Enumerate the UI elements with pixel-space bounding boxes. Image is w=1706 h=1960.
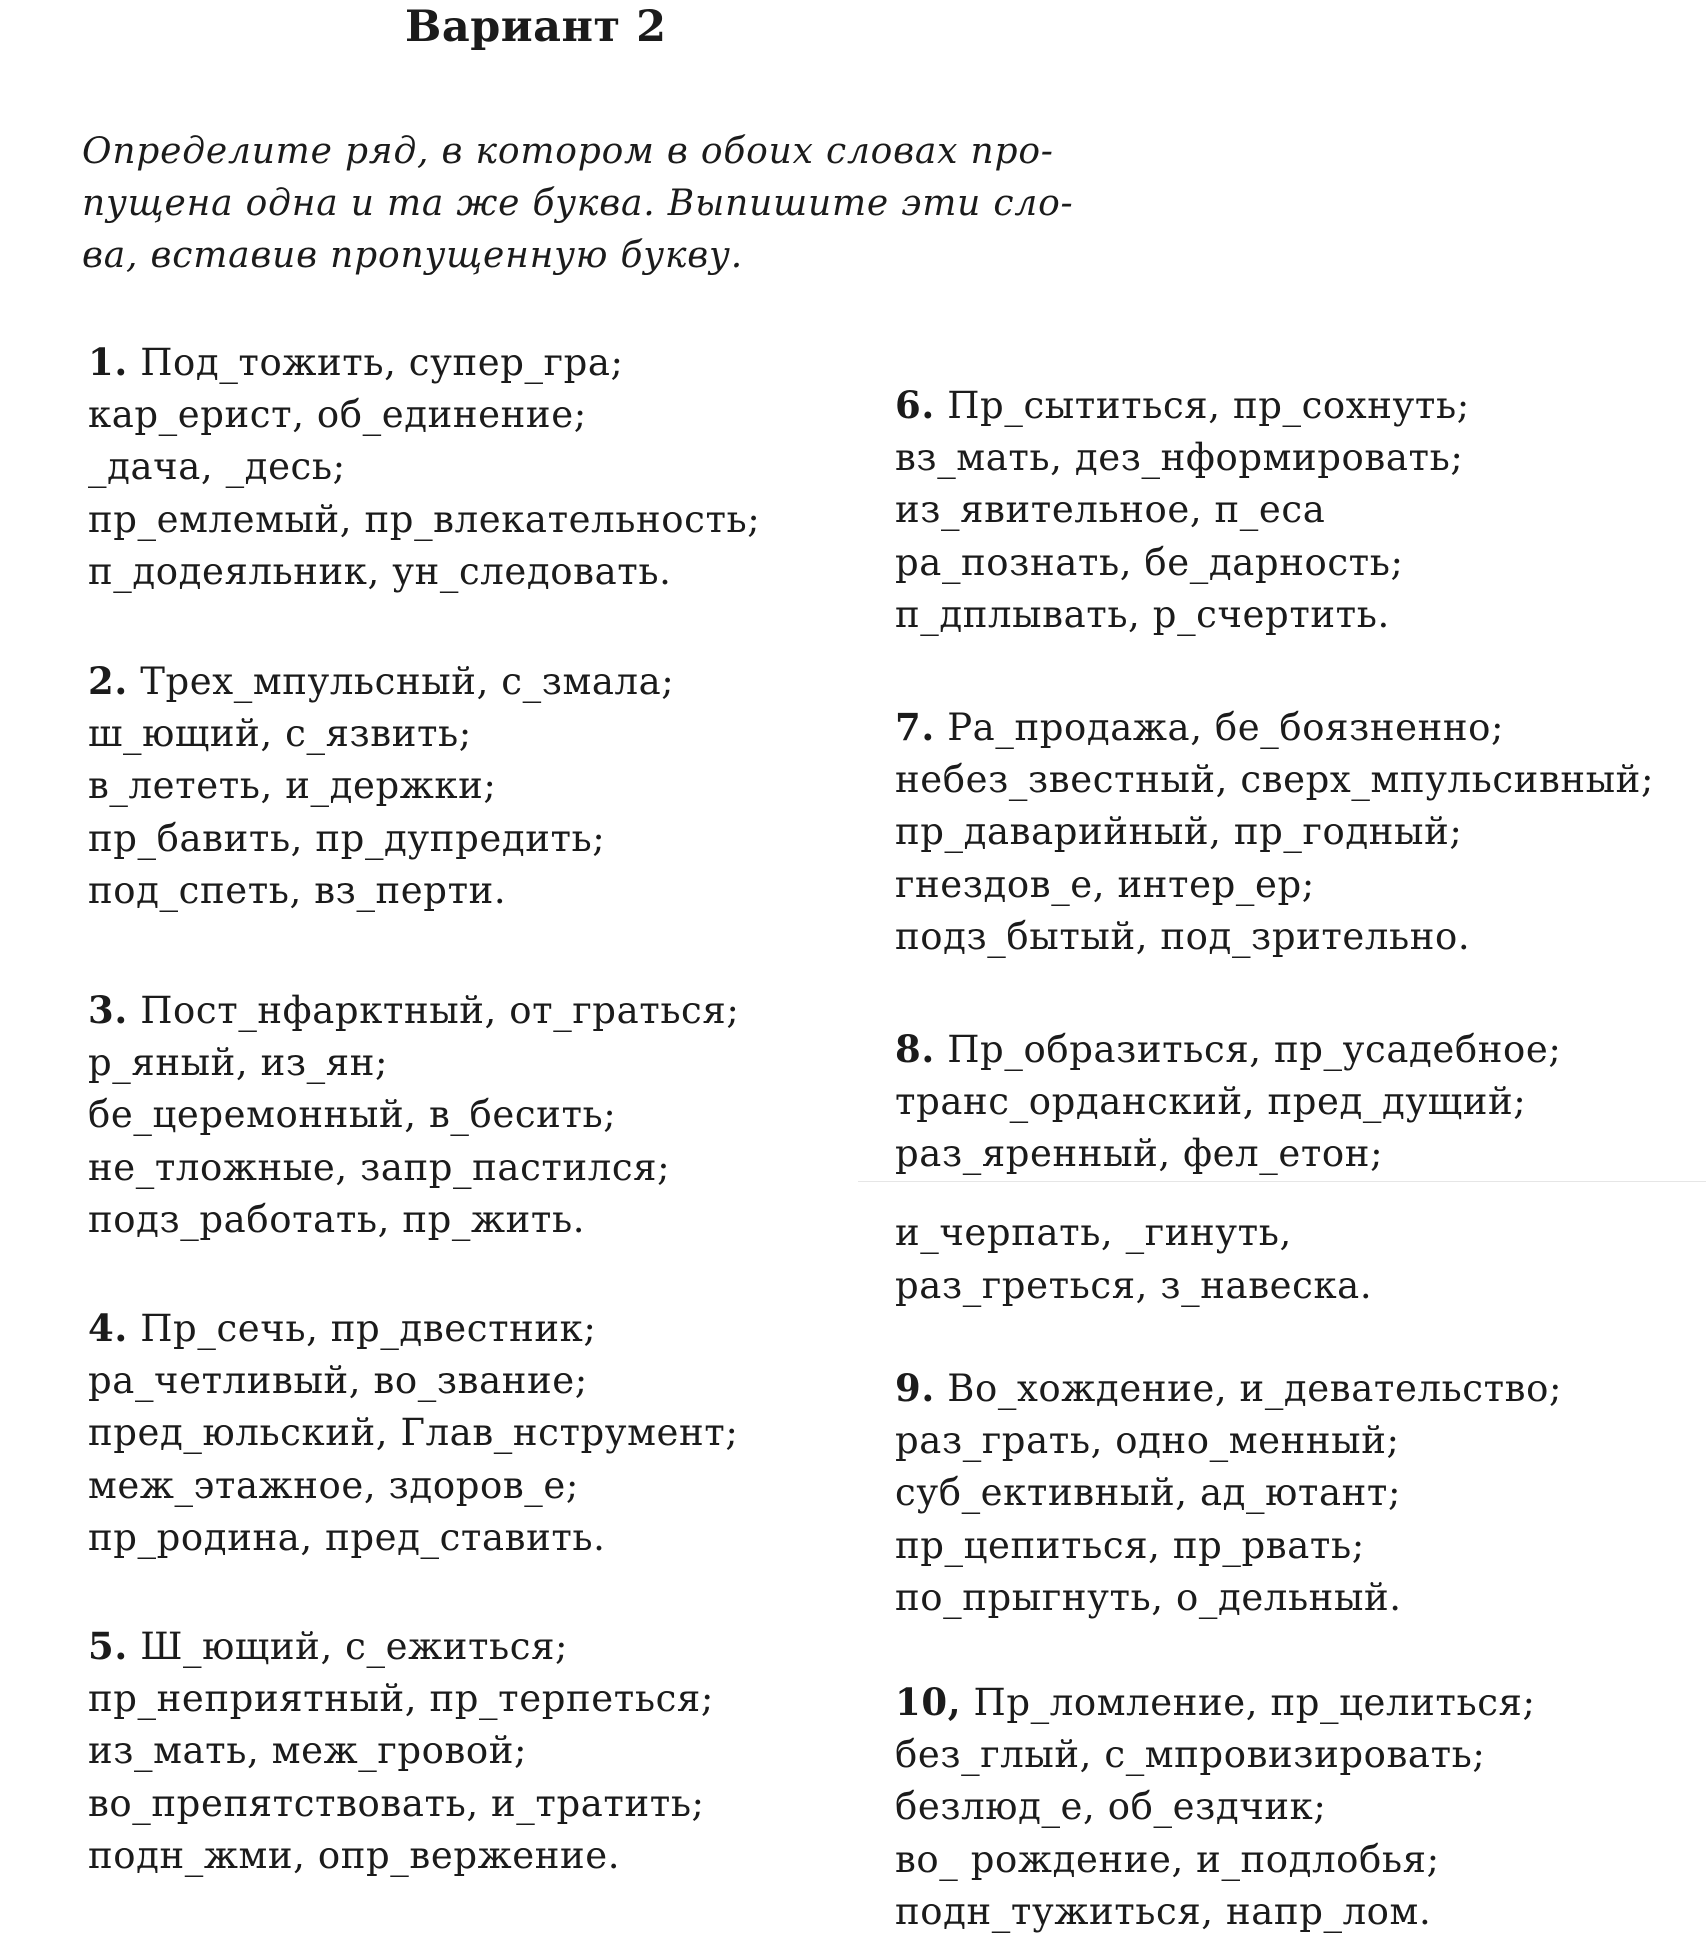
task-line: пр_емлемый, пр_влекательность; — [88, 497, 761, 541]
task-line: раз_греться, з_навеска. — [895, 1263, 1373, 1307]
task-line: подз_бытый, под_зрительно. — [895, 915, 1471, 958]
task-line: из_мать, меж_гровой; — [88, 1729, 528, 1772]
task-2 — [88, 655, 674, 918]
task-3 — [88, 984, 739, 1247]
task-line-text: Пр_образиться, пр_усадебное; — [934, 1028, 1562, 1071]
task-line: подн_жми, опр_вержение. — [88, 1834, 621, 1877]
instruction-line: ва, вставив пропущенную букву. — [82, 235, 743, 276]
task-line: из_явительное, п_еса — [895, 488, 1326, 531]
task-line: раз_яренный, фел_етон; — [895, 1132, 1384, 1175]
task-4 — [88, 1302, 738, 1565]
task-6 — [895, 379, 1470, 642]
task-line: подз_работать, пр_жить. — [88, 1198, 586, 1241]
task-line: пр_даварийный, пр_годный; — [895, 810, 1463, 853]
task-number: 3. — [88, 988, 128, 1032]
task-line: подн_тужиться, напр_лом. — [895, 1890, 1432, 1933]
task-number: 1. — [88, 340, 128, 384]
task-number: 10, — [895, 1680, 962, 1724]
task-10 — [895, 1676, 1536, 1939]
task-line-text: Пр_сечь, пр_двестник; — [127, 1307, 597, 1350]
scan-divider — [858, 1181, 1706, 1182]
task-9 — [895, 1362, 1562, 1625]
task-line — [88, 336, 760, 389]
task-line: без_глый, с_мпровизировать; — [895, 1732, 1486, 1776]
task-7 — [895, 701, 1654, 964]
instruction-line: пущена одна и та же буква. Выпишите эти сло- — [82, 183, 1074, 224]
task-line: п_додеяльник, ун_следовать. — [88, 550, 672, 593]
task-line: кар_ерист, об_единение; — [88, 392, 587, 436]
task-line: под_спеть, вз_перти. — [88, 869, 507, 912]
task-line-text: Трех_мпульсный, с_змала; — [127, 660, 675, 703]
task-line — [895, 1676, 1536, 1729]
task-line: и_черпать, _гинуть, — [895, 1211, 1292, 1254]
task-line: во_препятствовать, и_тратить; — [88, 1781, 705, 1825]
task-line: р_яный, из_ян; — [88, 1040, 389, 1084]
instruction-line: Определите ряд, в котором в обоих словах про- — [82, 131, 1054, 172]
task-line: раз_грать, одно_менный; — [895, 1418, 1400, 1462]
page-title: Вариант 2 — [405, 2, 667, 52]
task-line: в_лететь, и_держки; — [88, 764, 497, 807]
task-line: суб_ективный, ад_ютант; — [895, 1471, 1402, 1514]
task-line: п_дплывать, р_счертить. — [895, 593, 1390, 636]
task-line-text: Ш_ющий, с_ежиться; — [127, 1625, 569, 1668]
task-number: 6. — [895, 383, 935, 427]
task-line-text: Пост_нфарктный, от_граться; — [127, 989, 740, 1032]
task-line — [895, 1362, 1562, 1415]
task-5 — [88, 1620, 714, 1883]
task-line: ра_познать, бе_дарность; — [895, 540, 1404, 584]
task-1 — [88, 336, 760, 599]
task-8-continued — [895, 1207, 1372, 1312]
task-line: по_прыгнуть, о_дельный. — [895, 1576, 1402, 1619]
task-line — [88, 655, 674, 708]
task-line: бе_церемонный, в_бесить; — [88, 1093, 617, 1136]
task-line: меж_этажное, здоров_е; — [88, 1463, 579, 1507]
task-line-text: Ра_продажа, бе_боязненно; — [934, 706, 1505, 749]
task-line: небез_звестный, сверх_мпульсивный; — [895, 757, 1655, 801]
task-number: 5. — [88, 1624, 128, 1668]
task-line: пр_неприятный, пр_терпеться; — [88, 1676, 714, 1720]
task-number: 8. — [895, 1027, 935, 1071]
task-line-text: Во_хождение, и_девательство; — [934, 1367, 1563, 1410]
task-line: безлюд_е, об_ездчик; — [895, 1785, 1327, 1828]
instruction-text — [82, 126, 1074, 282]
task-line: _дача, _десь; — [88, 445, 346, 488]
task-line-text: Пр_ломление, пр_целиться; — [961, 1681, 1536, 1724]
task-line: во_ рождение, и_подлобья; — [895, 1837, 1440, 1881]
task-line: ра_четливый, во_звание; — [88, 1358, 588, 1402]
task-line-text: Под_тожить, супер_гра; — [127, 341, 624, 384]
task-line: пр_бавить, пр_дупредить; — [88, 816, 606, 860]
task-line: пр_цепиться, пр_рвать; — [895, 1523, 1365, 1567]
task-8 — [895, 1023, 1561, 1181]
task-line — [88, 1302, 738, 1355]
task-number: 9. — [895, 1366, 935, 1410]
task-line: транс_орданский, пред_дущий; — [895, 1079, 1527, 1123]
task-line: не_тложные, запр_пастился; — [88, 1145, 671, 1189]
task-number: 7. — [895, 705, 935, 749]
task-line — [895, 379, 1470, 432]
task-line — [895, 1023, 1561, 1076]
task-line: пред_юльский, Глав_нструмент; — [88, 1411, 739, 1454]
task-number: 2. — [88, 659, 128, 703]
task-line: вз_мать, дез_нформировать; — [895, 435, 1464, 479]
task-line — [88, 984, 739, 1037]
task-line: ш_ющий, с_язвить; — [88, 711, 472, 755]
task-number: 4. — [88, 1306, 128, 1350]
task-line: пр_родина, пред_ставить. — [88, 1516, 606, 1559]
task-line — [895, 701, 1654, 754]
task-line: гнездов_е, интер_ер; — [895, 862, 1315, 906]
task-line-text: Пр_сытиться, пр_сохнуть; — [934, 384, 1470, 427]
task-line — [88, 1620, 714, 1673]
